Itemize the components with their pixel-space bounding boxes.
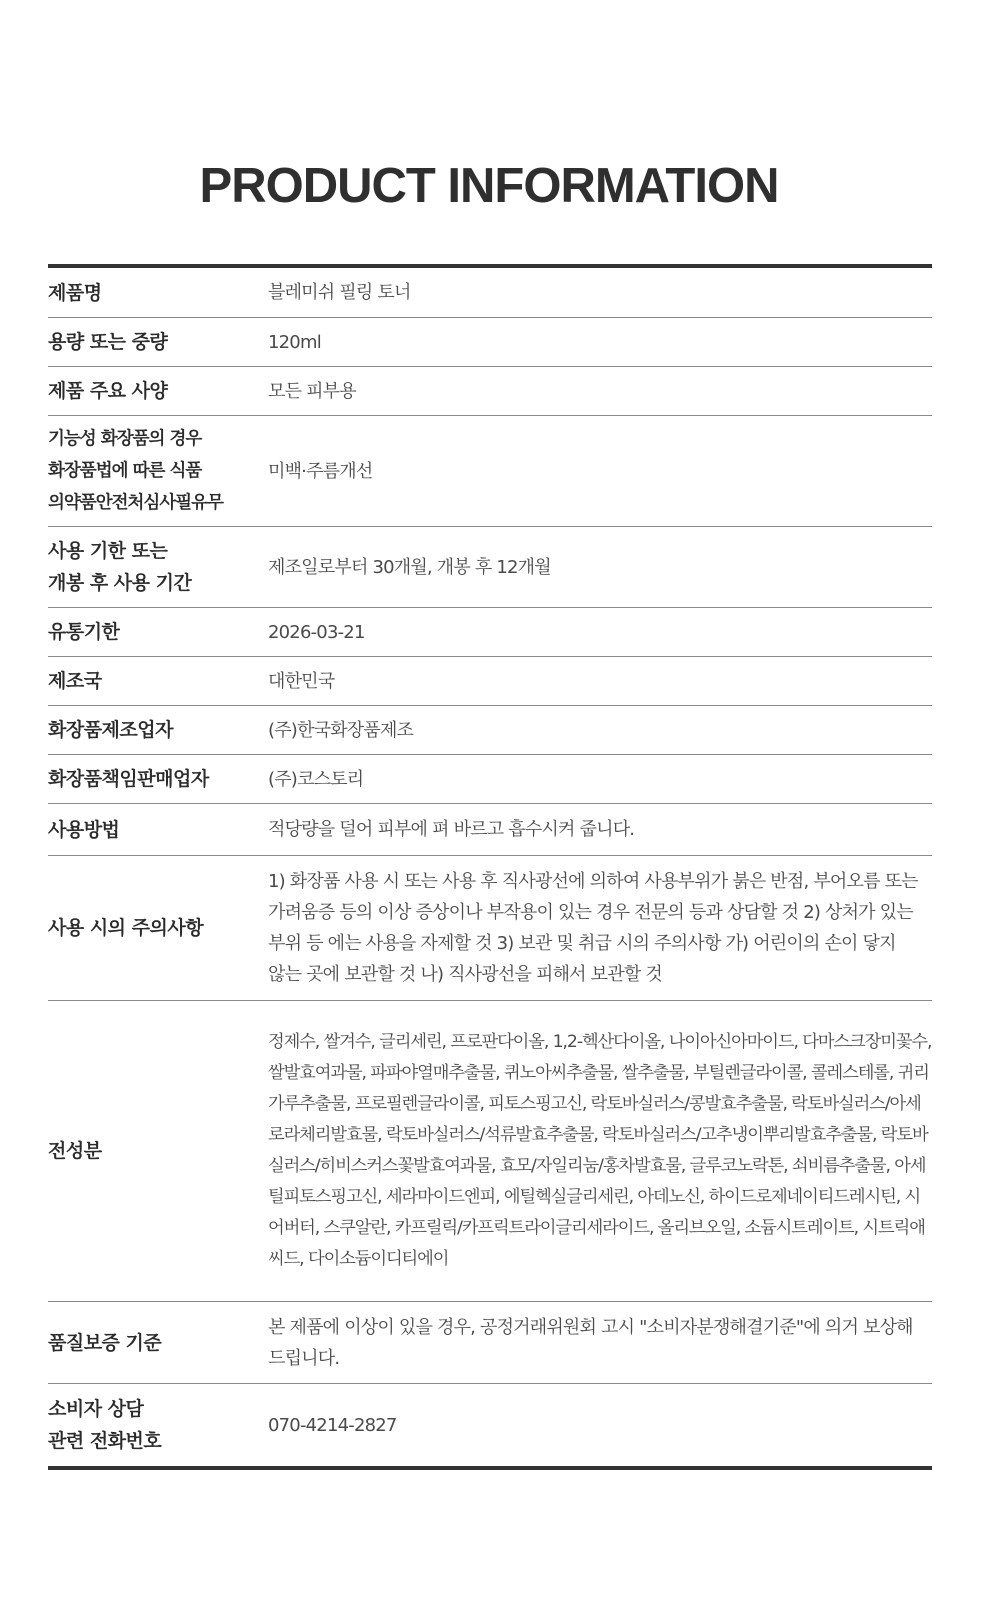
row-value: 본 제품에 이상이 있을 경우, 공정거래위원회 고시 "소비자분쟁해결기준"에 의거 보상해 드립니다.	[268, 1316, 913, 1369]
table-row-usage	[48, 803, 932, 855]
row-label: 사용방법	[48, 818, 120, 841]
table-row-precautions	[48, 855, 932, 1000]
row-label: 기능성 화장품의 경우 화장품법에 따른 식품 의약품안전처심사필유무	[48, 429, 223, 513]
row-value: (주)한국화장품제조	[268, 719, 414, 741]
row-value: 미백·주름개선	[268, 460, 373, 482]
row-label: 제조국	[48, 670, 102, 692]
table-row-functional-cosmetics	[48, 415, 932, 526]
table-row-volume	[48, 317, 932, 366]
product-info-table	[48, 264, 932, 1470]
row-label: 화장품책임판매업자	[48, 768, 209, 790]
row-label: 사용 기한 또는 개봉 후 사용 기간	[48, 540, 192, 594]
row-value: 1) 화장품 사용 시 또는 사용 후 직사광선에 의하여 사용부위가 붉은 반점, 부어오름 또는 가려움증 등의 이상 증상이나 부작용이 있는 경우 전문의 등과 상담할 것 2) 상처가 있는 부위 등 에는 사용을 자제할 것 3) 보관 및 취급 시의 주의사항 가) 어린이의 손이 닿지 않는 곳에 보관할 것 나) 직사광선을 피해서 보관할 것	[268, 871, 918, 985]
table-row-distributor	[48, 754, 932, 803]
table-row-expiry-period	[48, 526, 932, 607]
row-label: 화장품제조업자	[48, 719, 173, 741]
row-value: 제조일로부터 30개월, 개봉 후 12개월	[268, 556, 551, 578]
table-row-manufacturer	[48, 705, 932, 754]
row-label: 제품명	[48, 281, 102, 304]
table-row-country	[48, 656, 932, 705]
row-label: 사용 시의 주의사항	[48, 917, 204, 939]
row-value: 120ml	[268, 331, 321, 353]
table-row-product-name	[48, 268, 932, 317]
row-label: 품질보증 기준	[48, 1331, 162, 1354]
row-value: 정제수, 쌀겨수, 글리세린, 프로판다이올, 1,2-헥산다이올, 나이아신아마이드, 다마스크장미꽃수, 쌀발효여과물, 파파야열매추출물, 퀴노아씨추출물, 쌀추출물, 부틸렌글라이콜, 콜레스테롤, 귀리가루추출물, 프로필렌글라이콜, 피토스핑고신, 락토바실러스/콩발효추출물, 락토바실러스/아세로라체리발효물, 락토바실러스/석류발효추출물, 락토바실러스/고추냉이뿌리발효추출물, 락토바실러스/히비스커스꽃발효여과물, 효모/자일리눔/홍차발효물, 글루코노락톤, 쇠비름추출물, 아세틸피토스핑고신, 세라마이드엔피, 에틸헥실글리세린, 아데노신, 하이드로제네이티드레시틴, 시어버터, 스쿠알란, 카프릴릭/카프릭트라이글리세라이드, 올리브오일, 소듐시트레이트, 시트릭애씨드, 다이소듐이디티에이	[268, 1032, 932, 1269]
row-label: 용량 또는 중량	[48, 331, 168, 353]
row-label: 유통기한	[48, 621, 120, 643]
table-row-customer-phone	[48, 1383, 932, 1466]
row-value: 블레미쉬 필링 토너	[268, 282, 411, 303]
row-value: 적당량을 덜어 피부에 펴 바르고 흡수시켜 줍니다.	[268, 819, 635, 840]
row-value: 2026-03-21	[268, 621, 365, 643]
row-value: 대한민국	[268, 670, 335, 692]
table-row-quality-guarantee	[48, 1301, 932, 1383]
table-row-ingredients	[48, 1000, 932, 1301]
page-title: PRODUCT INFORMATION	[199, 159, 779, 213]
row-value: (주)코스토리	[268, 768, 364, 790]
row-label: 소비자 상담 관련 전화번호	[48, 1398, 162, 1452]
row-value: 070-4214-2827	[268, 1414, 397, 1436]
row-label: 제품 주요 사양	[48, 380, 168, 402]
table-row-expiry-date	[48, 607, 932, 656]
table-row-main-spec	[48, 366, 932, 415]
row-value: 모든 피부용	[268, 380, 356, 402]
row-label: 전성분	[48, 1140, 102, 1162]
